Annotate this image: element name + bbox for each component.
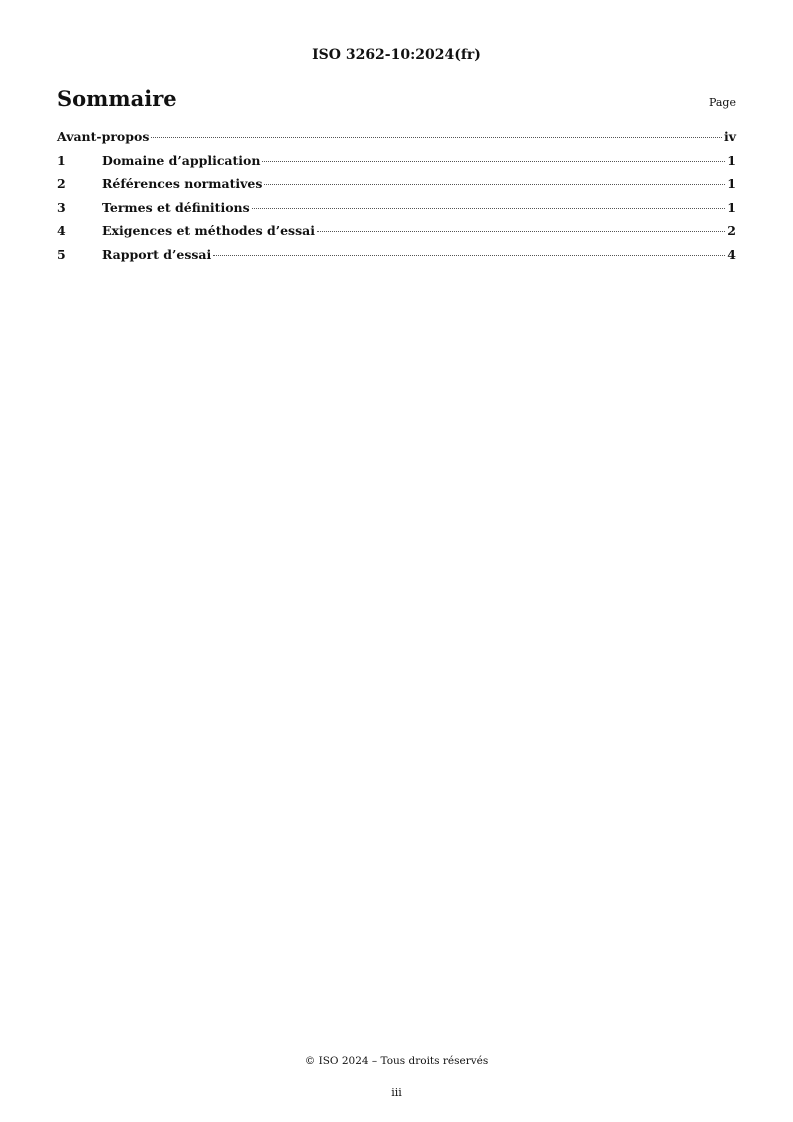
copyright-footer: © ISO 2024 – Tous droits réservés (304, 1055, 489, 1067)
toc-entry-references[interactable] (57, 176, 736, 200)
table-of-contents (57, 129, 736, 270)
toc-entry-page: 4 (727, 246, 736, 262)
toc-entry-label: Avant-propos (57, 129, 150, 144)
toc-leader-dots (262, 161, 725, 162)
toc-leader-dots (264, 184, 725, 185)
page-number: iii (391, 1086, 402, 1099)
toc-title-row (57, 86, 736, 111)
toc-entry-number: 4 (57, 223, 66, 238)
toc-entry-number: 1 (57, 152, 66, 168)
page-column-label: Page (708, 96, 736, 109)
toc-entry-rapport[interactable] (57, 247, 736, 271)
toc-entry-page: 2 (727, 223, 736, 238)
toc-entry-number: 5 (57, 246, 66, 262)
toc-entry-number: 3 (57, 199, 66, 215)
toc-entry-label: Références normatives (102, 176, 263, 191)
toc-leader-dots (252, 208, 726, 209)
toc-leader-dots (213, 255, 725, 256)
toc-entry-label: Exigences et méthodes d’essai (102, 223, 315, 238)
toc-title: Sommaire (57, 86, 177, 111)
toc-entry-page: 1 (727, 199, 736, 215)
toc-leader-dots (317, 231, 725, 232)
toc-entry-page: 1 (727, 176, 736, 191)
toc-entry-exigences[interactable] (57, 223, 736, 247)
toc-entry-label: Rapport d’essai (102, 246, 212, 262)
toc-entry-domaine[interactable] (57, 153, 736, 177)
toc-entry-label: Domaine d’application (102, 152, 261, 168)
toc-leader-dots (151, 137, 722, 138)
toc-entry-avant-propos[interactable] (57, 129, 736, 153)
toc-entry-label: Termes et définitions (102, 199, 250, 215)
toc-entry-page: iv (723, 129, 736, 144)
document-header: ISO 3262-10:2024(fr) (312, 47, 481, 63)
toc-entry-number: 2 (57, 176, 66, 191)
toc-entry-page: 1 (727, 152, 736, 168)
toc-entry-termes[interactable] (57, 200, 736, 224)
